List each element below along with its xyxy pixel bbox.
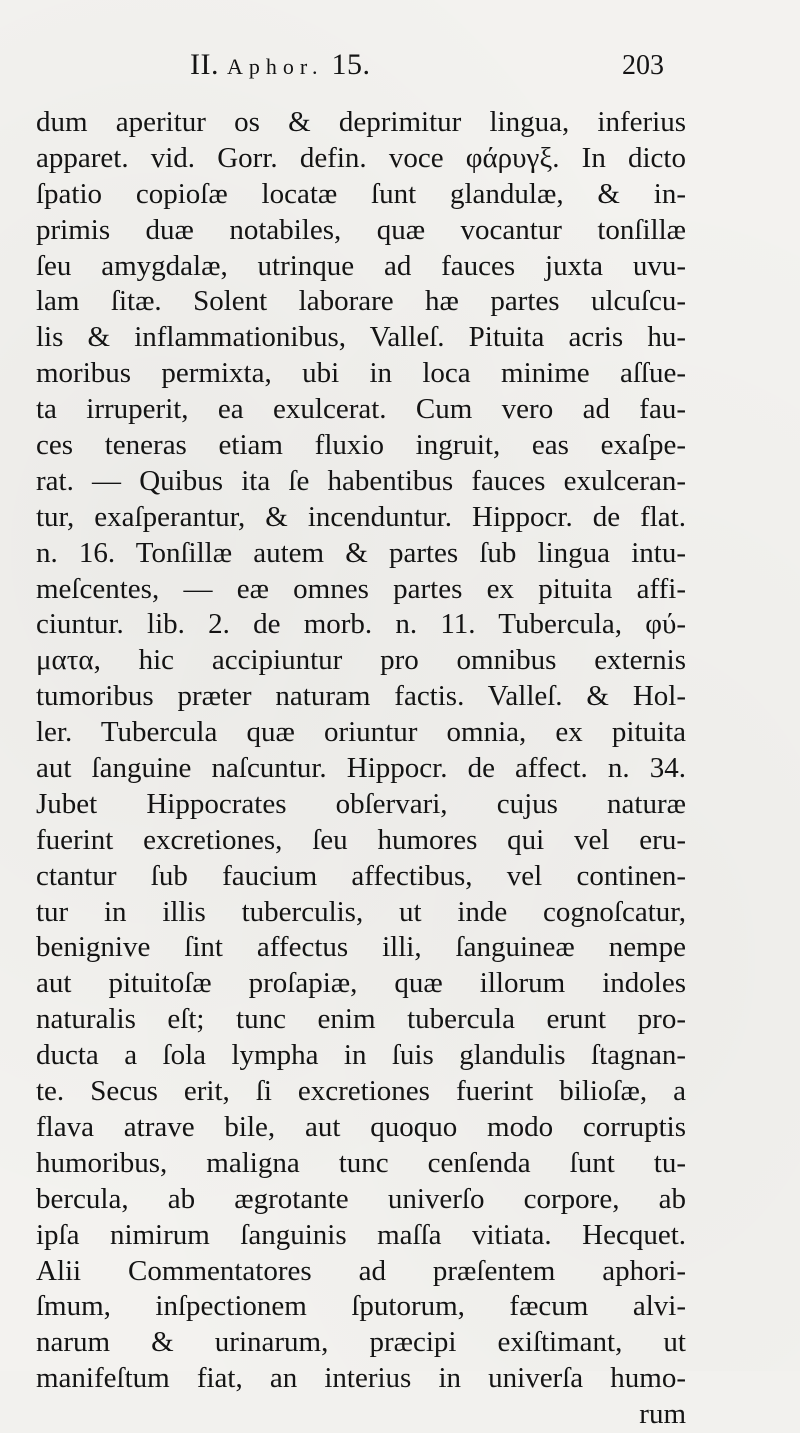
running-head-word: Aphor. (226, 54, 324, 79)
text-line: primis duæ notabiles, quæ vocantur tonſillæ (36, 213, 686, 246)
text-line: Jubet Hippocrates obſervari, cujus naturæ (36, 787, 686, 820)
text-line: narum & urinarum, præcipi exiſtimant, ut (36, 1326, 686, 1359)
text-line: apparet. vid. Gorr. defin. voce φάρυγξ. In dicto (36, 141, 686, 174)
text-line: humoribus, maligna tunc cenſenda ſunt tu- (36, 1146, 686, 1179)
text-line: ipſa nimirum ſanguinis maſſa vitiata. Hecquet. (36, 1218, 686, 1251)
text-line: manifeſtum fiat, an interius in univerſa humo- (36, 1362, 686, 1395)
text-line: ſpatio copioſæ locatæ ſunt glandulæ, & in- (36, 177, 686, 210)
text-line: lam ſitæ. Solent laborare hæ partes ulcuſcu- (36, 285, 686, 318)
text-line: flava atrave bile, aut quoquo modo corruptis (36, 1110, 686, 1143)
page-number: 203 (622, 50, 664, 81)
text-line: rat. — Quibus ita ſe habentibus fauces exulceran- (36, 464, 686, 497)
text-line: Alii Commentatores ad præſentem aphori- (36, 1254, 686, 1287)
text-line: ctantur ſub faucium affectibus, vel continen- (36, 859, 686, 892)
running-head (190, 48, 370, 82)
text-line: ta irruperit, ea exulcerat. Cum vero ad fau- (36, 393, 686, 426)
text-line: n. 16. Tonſillæ autem & partes ſub lingua intu- (36, 536, 686, 569)
text-line: tumoribus præter naturam factis. Valleſ. & Hol- (36, 680, 686, 713)
text-line: meſcentes, — eæ omnes partes ex pituita affi- (36, 572, 686, 605)
text-line: ces teneras etiam fluxio ingruit, eas exaſpe- (36, 429, 686, 462)
text-line: ſmum, inſpectionem ſputorum, fæcum alvi- (36, 1290, 686, 1323)
text-line: bercula, ab ægrotante univerſo corpore, ab (36, 1182, 686, 1215)
running-head-number: II. (190, 48, 219, 81)
text-line: tur, exaſperantur, & incenduntur. Hippocr. de flat. (36, 500, 686, 533)
text-line: ducta a ſola lympha in ſuis glandulis ſtagnan- (36, 1039, 686, 1072)
text-line: moribus permixta, ubi in loca minime aſſue- (36, 357, 686, 390)
body-text (36, 105, 686, 1433)
text-line: aut ſanguine naſcuntur. Hippocr. de affect. n. 34. (36, 752, 686, 785)
running-head-aphorism: 15. (331, 48, 371, 81)
text-line: lis & inflammationibus, Valleſ. Pituita acris hu- (36, 321, 686, 354)
text-line: ματα, hic accipiuntur pro omnibus externis (36, 644, 686, 677)
text-line: ſeu amygdalæ, utrinque ad fauces juxta uvu- (36, 249, 686, 282)
text-line: naturalis eſt; tunc enim tubercula erunt pro- (36, 1003, 686, 1036)
page-header (0, 48, 800, 92)
catchword: rum (639, 1398, 686, 1431)
text-line: fuerint excretiones, ſeu humores qui vel eru- (36, 823, 686, 856)
text-line: benignive ſint affectus illi, ſanguineæ nempe (36, 931, 686, 964)
text-line: ler. Tubercula quæ oriuntur omnia, ex pituita (36, 716, 686, 749)
text-line: aut pituitoſæ proſapiæ, quæ illorum indoles (36, 967, 686, 1000)
text-line: ciuntur. lib. 2. de morb. n. 11. Tubercula, φύ- (36, 608, 686, 641)
text-line: tur in illis tuberculis, ut inde cognoſcatur, (36, 895, 686, 928)
text-line: dum aperitur os & deprimitur lingua, inferius (36, 106, 686, 138)
text-line: te. Secus erit, ſi excretiones fuerint bilioſæ, a (36, 1075, 686, 1108)
